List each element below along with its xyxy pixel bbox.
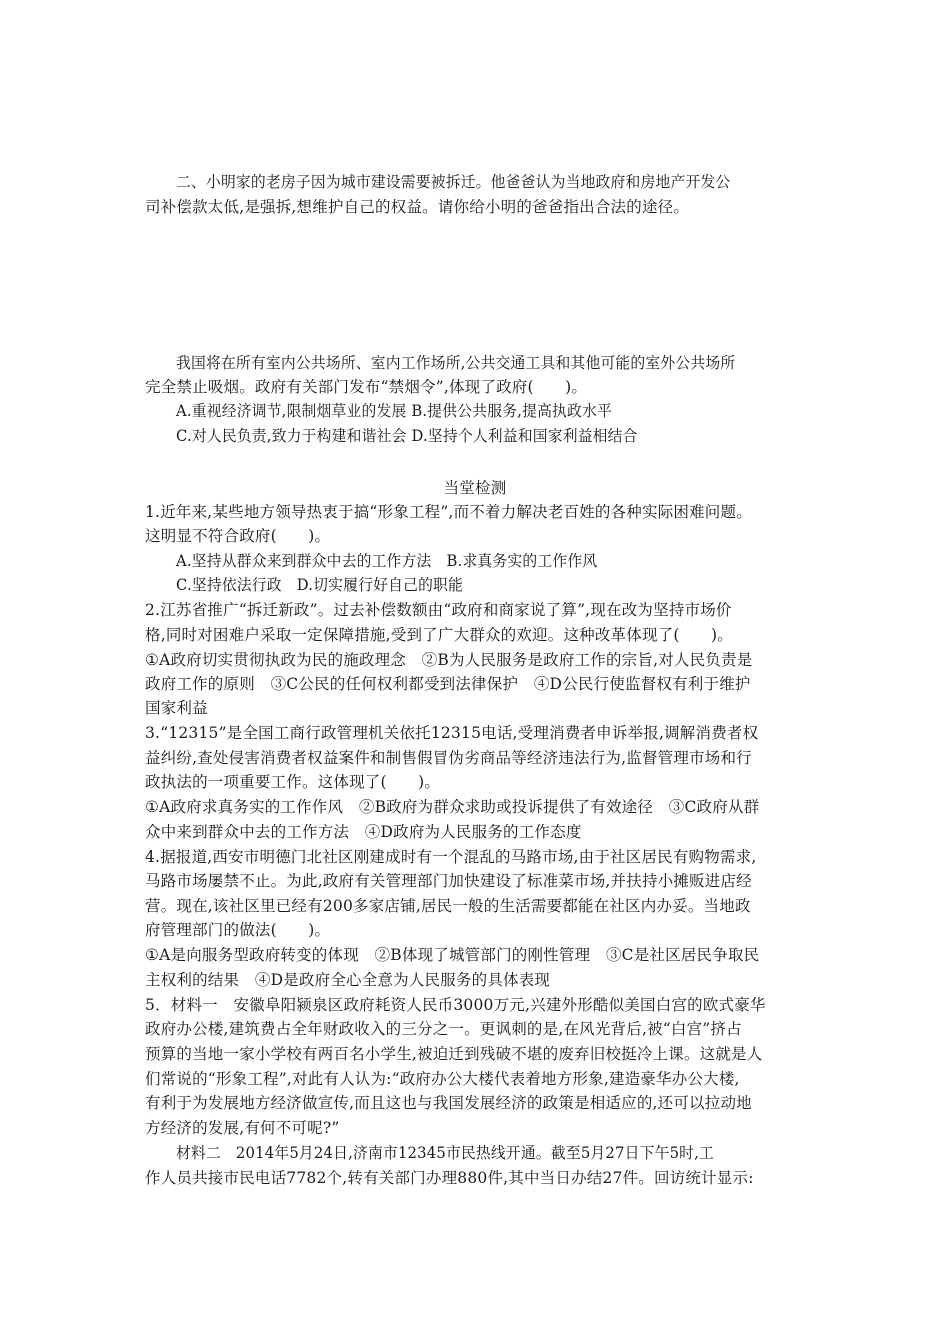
q3-line-3: 政执法的一项重要工作。这体现了( )。 bbox=[145, 773, 441, 791]
q4-line-5: ①A是向服务型政府转变的体现 ②B体现了城管部门的刚性管理 ③C是社区居民争取民 bbox=[145, 946, 760, 964]
smoking-option-cd: C.对人民负责,致力于构建和谐社会 D.坚持个人利益和国家利益相结合 bbox=[176, 427, 638, 445]
section-title: 当堂检测 bbox=[443, 479, 507, 497]
q1-line-2: 这明显不符合政府( )。 bbox=[145, 527, 331, 545]
q5-material2-line-2: 作人员共接市民电话7782个,转有关部门办理880件,其中当日办结27件。回访统计显示: bbox=[145, 1169, 754, 1187]
q1-option-ab: A.坚持从群众来到群众中去的工作方法 B.求真务实的工作作风 bbox=[176, 552, 598, 570]
q5-line-6: 方经济的发展,有何不可呢?” bbox=[145, 1119, 340, 1137]
q2b-line-1: 2.江苏省推广“拆迁新政”。过去补偿数额由“政府和商家说了算”,现在改为坚持市场价 bbox=[145, 601, 732, 619]
q3-line-1: 3.“12315”是全国工商行政管理机关依托12315电话,受理消费者申诉举报,调解消费者权 bbox=[145, 724, 759, 742]
q3-line-2: 益纠纷,查处侵害消费者权益案件和制售假冒伪劣商品等经济违法行为,监督管理市场和行 bbox=[145, 749, 752, 767]
q4-line-4: 府管理部门的做法( )。 bbox=[145, 921, 331, 939]
q2-line-2: 司补偿款太低,是强拆,想维护自己的权益。请你给小明的爸爸指出合法的途径。 bbox=[145, 198, 690, 216]
q2-line-1: 二、小明家的老房子因为城市建设需要被拆迁。他爸爸认为当地政府和房地产开发公 bbox=[176, 173, 731, 191]
q4-line-3: 营。现在,该社区里已经有200多家店铺,居民一般的生活需要都能在社区内办妥。当地政 bbox=[145, 897, 751, 915]
q5-line-5: 有利于为发展地方经济做宣传,而且这也与我国发展经济的政策是相适应的,还可以拉动地 bbox=[145, 1094, 752, 1112]
smoking-line-2: 完全禁止吸烟。政府有关部门发布“禁烟令”,体现了政府( )。 bbox=[145, 378, 588, 396]
q4-line-6: 主权利的结果 ④D是政府全心全意为人民服务的具体表现 bbox=[145, 971, 551, 989]
q1-line-1: 1.近年来,某些地方领导热衷于搞“形象工程”,而不着力解决老百姓的各种实际困难问题。 bbox=[145, 503, 752, 521]
q2b-line-3: ①A政府切实贯彻执政为民的施政理念 ②B为人民服务是政府工作的宗旨,对人民负责是 bbox=[145, 651, 753, 669]
smoking-line-1: 我国将在所有室内公共场所、室内工作场所,公共交通工具和其他可能的室外公共场所 bbox=[176, 354, 736, 372]
q2b-line-4: 政府工作的原则 ③C公民的任何权利都受到法律保护 ④D公民行使监督权有利于维护 bbox=[145, 675, 751, 693]
q2b-line-2: 格,同时对困难户采取一定保障措施,受到了广大群众的欢迎。这种改革体现了( )。 bbox=[145, 626, 733, 644]
q5-material2-line-1: 材料二 2014年5月24日,济南市12345市民热线开通。截至5月27日下午5时,工 bbox=[176, 1144, 715, 1162]
q5-line-4: 们常说的“形象工程”,对此有人认为:“政府办公大楼代表着地方形象,建造豪华办公大楼, bbox=[145, 1070, 740, 1088]
q3-line-5: 众中来到群众中去的工作方法 ④D政府为人民服务的工作态度 bbox=[145, 823, 582, 841]
q3-line-4: ①A政府求真务实的工作作风 ②B政府为群众求助或投诉提供了有效途径 ③C政府从群 bbox=[145, 798, 760, 816]
q4-line-2: 马路市场屡禁不止。为此,政府有关管理部门加快建设了标准菜市场,并扶持小摊贩进店经 bbox=[145, 872, 752, 890]
q4-line-1: 4.据报道,西安市明德门北社区刚建成时有一个混乱的马路市场,由于社区居民有购物需求, bbox=[145, 848, 757, 866]
q5-line-1: 5．材料一 安徽阜阳颍泉区政府耗资人民币3000万元,兴建外形酷似美国白宫的欧式豪华 bbox=[145, 996, 766, 1014]
smoking-option-ab: A.重视经济调节,限制烟草业的发展 B.提供公共服务,提高执政水平 bbox=[176, 402, 612, 420]
q2b-line-5: 国家利益 bbox=[145, 699, 208, 717]
q5-line-3: 预算的当地一家小学校有两百名小学生,被迫迁到残破不堪的废弃旧校挺冷上课。这就是人 bbox=[145, 1045, 763, 1063]
q5-line-2: 政府办公楼,建筑费占全年财政收入的三分之一。更讽刺的是,在风光背后,被“白宫”挤占 bbox=[145, 1020, 742, 1038]
q1-option-cd: C.坚持依法行政 D.切实履行好自己的职能 bbox=[176, 576, 464, 594]
